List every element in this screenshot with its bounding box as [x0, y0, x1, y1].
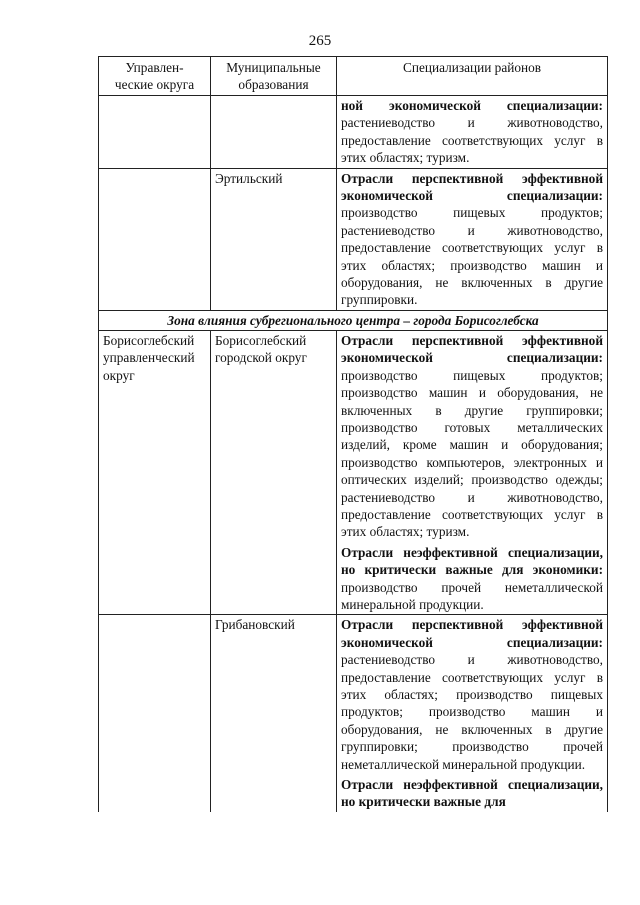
- specialization-text: производство пищевых продуктов; растениеводство и животноводство, предоставление соответствующих услуг в этих областях; производство машин и оборудования, не включенных в другие группировки.: [341, 205, 603, 308]
- specialization-text: растениеводство и животноводство, предоставление соответствующих услуг в этих областях; производство пищевых продуктов; производство машин и оборудования, не включенных в другие группировки; производство прочей неметаллической минеральной продукции.: [341, 652, 603, 772]
- table-row: [99, 330, 608, 615]
- municipality-cell: [211, 168, 337, 310]
- table-row: [99, 96, 608, 169]
- municipality-name: Эртильский: [215, 170, 283, 186]
- municipality-cell: [211, 615, 337, 812]
- critical-branches-text: производство прочей неметаллической минеральной продукции.: [341, 579, 603, 612]
- specialization-cell: [337, 330, 608, 615]
- header-districts-text: Управлен- ческие округа: [114, 60, 195, 92]
- specialization-bold: Отрасли перспективной эффективной экономической специализации:: [341, 617, 603, 650]
- table-row: [99, 615, 608, 812]
- zone-row: [99, 310, 608, 330]
- zone-title: Зона влияния субрегионального центра – города Борисоглебска: [167, 312, 539, 328]
- specialization-bold: Отрасли перспективной эффективной экономической специализации:: [341, 170, 603, 204]
- municipality-name: Грибановский: [215, 617, 295, 633]
- municipality-name: Борисоглебский городской округ: [215, 332, 307, 366]
- header-municipalities: [211, 57, 337, 96]
- specialization-text: растениеводство и животноводство, предоставление соответствующих услуг в этих областях; туризм.: [341, 115, 603, 166]
- table-header-row: [99, 57, 608, 96]
- district-cell: [99, 330, 211, 615]
- district-cell-empty: [99, 96, 211, 169]
- header-specializations: [337, 57, 608, 96]
- specialization-text: производство пищевых продуктов; производство машин и оборудования, не включенных в другие группировки; производство готовых металлических изделий, кроме машин и оборудования; производство компьютеров, электронных и оптических изделий; производство одежды; растениеводство и животноводство, предоставление соответствующих услуг в этих областях; туризм.: [341, 367, 603, 540]
- critical-branches-bold: Отрасли неэффективной специализации, но критически важные для экономики:: [341, 544, 603, 578]
- specialization-bold: Отрасли перспективной эффективной экономической специализации:: [341, 332, 603, 366]
- municipality-cell-empty: [211, 96, 337, 169]
- header-specializations-text: Специализации районов: [402, 60, 542, 75]
- table-row: [99, 168, 608, 310]
- specialization-cell: [337, 615, 608, 812]
- specialization-cell: [337, 96, 608, 169]
- header-districts: [99, 57, 211, 96]
- page-number: 265: [308, 33, 332, 49]
- municipality-cell: [211, 330, 337, 615]
- district-cell-empty: [99, 615, 211, 812]
- specialization-bold: ной экономической специализации:: [341, 98, 603, 113]
- zone-title-cell: [99, 310, 608, 330]
- district-cell-empty: [99, 168, 211, 310]
- critical-branches-bold: Отрасли неэффективной специализации, но критически важные для: [341, 777, 603, 810]
- district-name: Борисоглебский управленческий округ: [103, 332, 195, 383]
- specialization-cell: [337, 168, 608, 310]
- header-municipalities-text: Муниципальные образования: [226, 60, 321, 92]
- specialization-table: [98, 56, 608, 812]
